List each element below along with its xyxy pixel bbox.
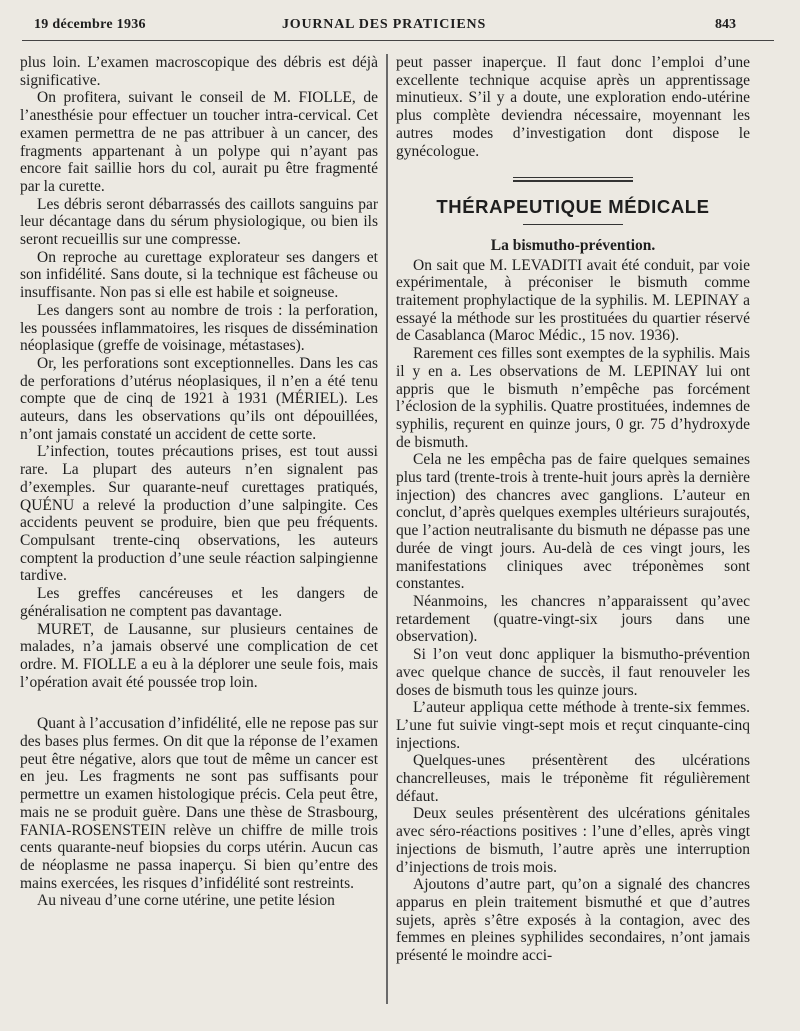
article-subtitle: La bismutho-prévention. bbox=[490, 236, 656, 254]
paragraph: Les débris seront débarrassés des caillots sanguins par leur décantage dans du sérum physiologique, ou bien ils seront recueillis sur une compresse. bbox=[20, 195, 378, 249]
page-header bbox=[0, 0, 800, 44]
column-divider bbox=[386, 54, 388, 1004]
paragraph: Quelques-unes présentèrent des ulcérations chancrelleuses, mais le tréponème fit régulièrement défaut. bbox=[396, 752, 750, 805]
journal-title: JOURNAL DES PRATICIENS bbox=[282, 17, 487, 32]
page-number: 843 bbox=[715, 17, 736, 32]
paragraph: MURET, de Lausanne, sur plusieurs centaines de malades, n’a jamais observé une complication de cet ordre. M. FIOLLE a eu à la déplorer une seule fois, mais l’opération avait été poussée trop loin. bbox=[20, 620, 378, 691]
paragraph: Les greffes cancéreuses et les dangers de généralisation ne comptent pas davantage. bbox=[20, 585, 378, 620]
paragraph: peut passer inaperçue. Il faut donc l’emploi d’une excellente technique acquise après un apprentissage minutieux. S’il y a doute, une exploration endo-utérine plus complète deviendra nécessaire, moyennant les autres modes d’investigation dont dispose le gynécologue. bbox=[396, 54, 750, 160]
section-separator bbox=[513, 177, 633, 182]
paragraph: On sait que M. LEVADITI avait été conduit, par voie expérimentale, à préconiser le bismuth comme traitement prophylactique de la syphilis. M. LEPINAY a essayé la méthode sur les prostituées du quartier réservé de Casablanca (Maroc Médic., 15 nov. 1936). bbox=[396, 256, 750, 345]
paragraph: Quant à l’accusation d’infidélité, elle ne repose pas sur des bases plus fermes. On dit que la réponse de l’examen peut être négative, alors que tout de même un cancer est en jeu. Les fragments ne sont pas suffisants pour permettre un examen histologique précis. Cela peut être, mais ne se produit guère. Dans une thèse de Strasbourg, FANIA-ROSENSTEIN relève un chiffre de mille trois cents quarante-neuf biopsies du corps utérin. Aucun cas de néoplasme ne passa inaperçu. Si bien qu’entre des mains exercées, les risques d’infidélité sont restreints. bbox=[20, 715, 378, 892]
header-rule bbox=[22, 40, 774, 41]
paragraph-gap bbox=[20, 691, 378, 715]
paragraph: On profitera, suivant le conseil de M. FIOLLE, de l’anesthésie pour effectuer un toucher intra-cervical. Cet examen permettra de ne pas attribuer à un cancer, des fragments appartenant à un polype qui n’ayant pas encore fait saillie hors du col, aurait pu être fragmenté par la curette. bbox=[20, 89, 378, 195]
issue-date: 19 décembre 1936 bbox=[34, 17, 146, 32]
paragraph: Si l’on veut donc appliquer la bismutho-prévention avec quelque chance de succès, il faut renouveler les doses de bismuth tous les quinze jours. bbox=[396, 646, 750, 699]
paragraph: Au niveau d’une corne utérine, une petite lésion bbox=[37, 892, 335, 910]
paragraph: On reproche au curettage explorateur ses dangers et son infidélité. Sans doute, si la technique est fâcheuse ou insuffisante. Non pas si elle est habile et soigneuse. bbox=[20, 248, 378, 302]
right-column bbox=[396, 54, 750, 965]
left-column bbox=[20, 54, 378, 910]
paragraph: Rarement ces filles sont exemptes de la syphilis. Mais il y en a. Les observations de M. LEPINAY lui ont appris que le bismuth n’empêche pas forcément l’éclosion de la syphilis. Quatre prostituées, indemnes de syphilis, reçurent en quinze jours, 0 gr. 75 d’hydroxyde de bismuth. bbox=[396, 345, 750, 451]
paragraph: Deux seules présentèrent des ulcérations génitales avec séro-réactions positives : l’une d’elles, après vingt injections de bismuth, l’autre après une interruption d’injections de trois mois. bbox=[396, 805, 750, 876]
paragraph: Or, les perforations sont exceptionnelles. Dans les cas de perforations d’utérus néoplasiques, il n’en a été tenu compte que de cinq de 1921 à 1931 (MÉRIEL). Les auteurs, dans les observations qu’ils ont dépouillées, n’ont jamais constaté un accident de cette sorte. bbox=[20, 354, 378, 443]
paragraph: Néanmoins, les chancres n’apparaissent qu’avec retardement (quatre-vingt-six jours dans une observation). bbox=[396, 592, 750, 646]
paragraph: Cela ne les empêcha pas de faire quelques semaines plus tard (trente-trois à trente-huit jours après la dernière injection) des chancres avec ganglions. L’auteur en conclut, d’après quelques exemples ultérieurs surajoutés, que l’action neutralisante du bismuth ne dépasse pas une durée de vingt jours. Au-delà de ces vingt jours, les manifestations cliniques avec tréponèmes sont constantes. bbox=[396, 451, 750, 593]
paragraph: plus loin. L’examen macroscopique des débris est déjà significative. bbox=[20, 54, 378, 89]
section-title: THÉRAPEUTIQUE MÉDICALE bbox=[436, 196, 710, 218]
title-underline bbox=[523, 224, 623, 225]
paragraph: Les dangers sont au nombre de trois : la perforation, les poussées inflammatoires, les risques de dissémination néoplasique (greffe de voisinage, métastases). bbox=[20, 301, 378, 355]
paragraph: Ajoutons d’autre part, qu’on a signalé des chancres apparus en plein traitement bismuthé et que d’autres sujets, après s’être exposés à la contagion, avec des femmes en pleines syphilides secondaires, n’ont jamais présenté le moindre acci- bbox=[396, 876, 750, 965]
paragraph: L’auteur appliqua cette méthode à trente-six femmes. L’une fut suivie vingt-sept mois et reçut cinquante-cinq injections. bbox=[396, 699, 750, 752]
paragraph: L’infection, toutes précautions prises, est tout aussi rare. La plupart des auteurs n’en signalent pas d’exemples. Sur quarante-neuf curettages pratiqués, QUÉNU a relevé la production d’une salpingite. Ces accidents peuvent se produire, bien que peu fréquents. Compulsant trente-cinq observations, les auteurs comptent la production d’une seule réaction salpingienne tardive. bbox=[20, 443, 378, 585]
